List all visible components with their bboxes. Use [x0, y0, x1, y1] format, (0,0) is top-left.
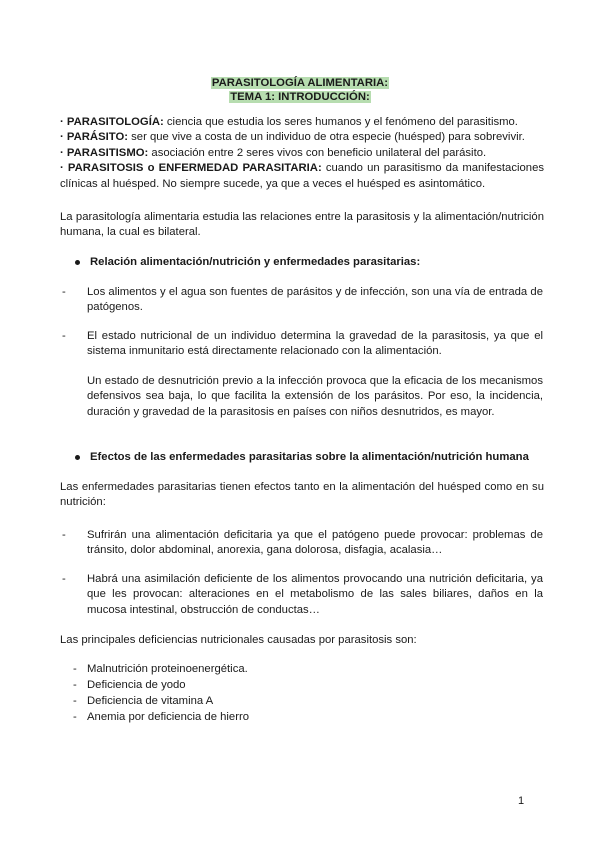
dash-icon: - — [62, 573, 66, 585]
definition-text: ciencia que estudia los seres humanos y el fenómeno del parasitismo. — [163, 116, 518, 128]
dash-icon: - — [62, 330, 66, 342]
section1-item: Los alimentos y el agua son fuentes de parásitos y de infección, son una vía de entrada de patógenos. — [87, 286, 543, 314]
section1-heading-text: Relación alimentación/nutrición y enfermedades parasitarias: — [90, 256, 421, 268]
deficiency-item: - Deficiencia de yodo — [87, 677, 186, 693]
section2-item: Habrá una asimilación deficiente de los alimentos provocando una nutrición deficitaria, ya que les provocan: alteraciones en el metabolismo de las sales biliares, daños en la mucosa intestinal, obstrucción de conductas… — [87, 573, 543, 616]
title-text-1: PARASITOLOGÍA ALIMENTARIA: — [211, 77, 389, 89]
section2-heading-text: Efectos de las enfermedades parasitarias sobre la alimentación/nutrición humana — [90, 451, 529, 463]
definition-term: · PARASITISMO: — [60, 146, 149, 159]
definition — [60, 161, 544, 192]
section2-heading — [75, 450, 529, 465]
deficiency-item: - Malnutrición proteinoenergética. — [87, 661, 248, 677]
definition-term: · PARÁSITO: — [60, 131, 128, 144]
dash-icon: - — [62, 529, 66, 541]
section1-heading — [75, 255, 420, 270]
section2-intro: Las enfermedades parasitarias tienen efectos tanto en la alimentación del huésped como en su nutrición: — [60, 481, 544, 509]
title-line-1 — [0, 76, 600, 90]
section2-item: Sufrirán una alimentación deficitaria ya que el patógeno puede provocar: problemas de tránsito, dolor abdominal, anorexia, gana dolorosa, disfagia, acalasia… — [87, 529, 543, 557]
deficiency-item: - Deficiencia de vitamina A — [87, 693, 213, 709]
title-line-2 — [0, 90, 600, 104]
definitions — [60, 115, 544, 192]
definition-text: cuando un parasitismo da manifestaciones clínicas al huésped. No siempre sucede, ya que a veces el huésped es asintomático. — [60, 162, 544, 190]
section1-item: El estado nutricional de un individuo determina la gravedad de la parasitosis, ya que el sistema inmunitario está directamente relacionado con la alimentación. — [87, 330, 543, 358]
definition-text: asociación entre 2 seres vivos con beneficio unilateral del parásito. — [148, 146, 487, 159]
intro-paragraph: La parasitología alimentaria estudia las relaciones entre la parasitosis y la alimentación/nutrición humana, la cual es bilateral. — [60, 211, 544, 239]
definition-term: · PARASITOLOGÍA: — [60, 116, 164, 128]
definition-term: · PARASITOSIS o ENFERMEDAD PARASITARIA: — [60, 162, 322, 175]
definition — [60, 115, 544, 130]
definition — [60, 146, 544, 161]
title-text-2: TEMA 1: INTRODUCCIÓN: — [230, 91, 370, 103]
dash-icon: - — [62, 286, 66, 298]
deficiencies-intro: Las principales deficiencias nutricionales causadas por parasitosis son: — [60, 634, 417, 646]
definition-text: ser que vive a costa de un individuo de otra especie (huésped) para sobrevivir. — [128, 131, 525, 144]
bullet-icon — [75, 260, 80, 265]
section1-extra: Un estado de desnutrición previo a la infección provoca que la eficacia de los mecanismos defensivos sea baja, lo que facilita la extensión de los parásitos. Por eso, la incidencia, duración y gravedad de la parasitosis en países con niños desnutridos, es mayor. — [87, 375, 543, 418]
deficiency-item: - Anemia por deficiencia de hierro — [87, 709, 249, 725]
page-number: 1 — [518, 795, 525, 807]
bullet-icon — [75, 455, 80, 460]
definition — [60, 130, 544, 145]
